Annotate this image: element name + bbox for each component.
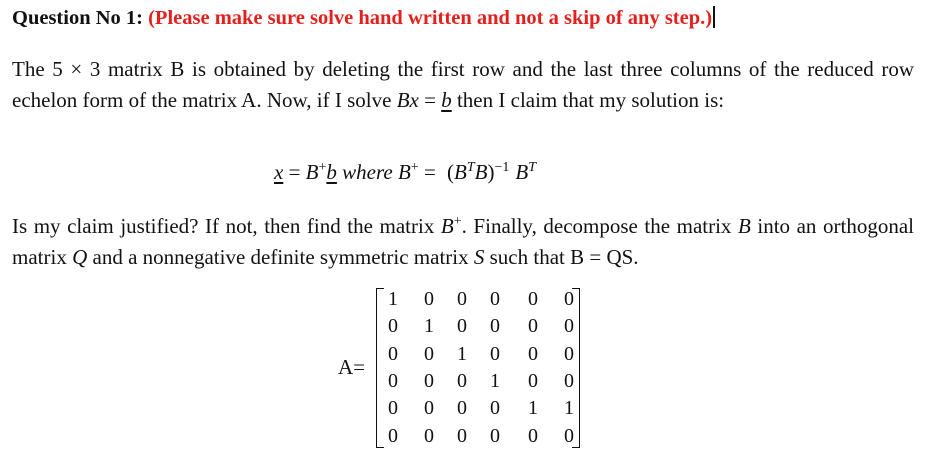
matrix-cell-r1-c4: 0 [490, 288, 500, 310]
question-note: (Please make sure solve hand written and not a skip of any step.) [148, 7, 713, 29]
matrix-cell-r1-c1: 1 [388, 288, 398, 310]
matrix-cell-r1-c3: 0 [457, 288, 467, 310]
paragraph2-s: S [473, 245, 485, 269]
question-label: Question No 1: [12, 7, 149, 29]
matrix-cell-r3-c6: 0 [564, 343, 574, 365]
formula-left-paren: ( [447, 160, 455, 184]
paragraph1-text-2: then I claim that my solution is: [451, 88, 725, 112]
matrix-cell-r5-c3: 0 [457, 397, 467, 419]
formula-b-vector: b [326, 160, 337, 184]
matrix-cell-r6-c3: 0 [457, 425, 467, 447]
matrix-cell-r6-c1: 0 [388, 425, 398, 447]
formula-plus-2: + [410, 160, 419, 175]
matrix-cell-r3-c2: 0 [424, 343, 434, 365]
formula-x: x [274, 160, 284, 184]
matrix-cell-r1-c2: 0 [424, 288, 434, 310]
matrix-cell-r3-c1: 0 [388, 343, 398, 365]
text-cursor [713, 6, 715, 28]
matrix-cell-r6-c2: 0 [424, 425, 434, 447]
matrix-cell-r2-c3: 0 [457, 315, 467, 337]
matrix-cell-r3-c4: 0 [490, 343, 500, 365]
matrix-cell-r6-c4: 0 [490, 425, 500, 447]
matrix-cell-r5-c1: 0 [388, 397, 398, 419]
matrix-cell-r2-c6: 0 [564, 315, 574, 337]
paragraph1-text-1: The 5 × 3 matrix B is obtained by deleting the first row and the last three columns of the reduced row echelon form of the matrix A. Now, if I solve [12, 57, 914, 112]
matrix-cell-r1-c6: 0 [564, 288, 574, 310]
matrix-cell-r5-c2: 0 [424, 397, 434, 419]
formula-inverse: −1 [494, 160, 510, 175]
formula-equals: = [283, 160, 306, 184]
paragraph2-text-3: into an orthogonal matrix [12, 214, 914, 269]
matrix-cell-r4-c5: 0 [528, 370, 538, 392]
paragraph2-text-2: . Finally, decompose the matrix [461, 214, 738, 238]
paragraph2-b: B [440, 214, 454, 238]
matrix-a [376, 286, 580, 450]
matrix-cell-r4-c1: 0 [388, 370, 398, 392]
matrix-cell-r1-c5: 0 [528, 288, 538, 310]
matrix-cell-r3-c3: 1 [457, 343, 467, 365]
formula-transpose-2: T [528, 160, 537, 175]
paragraph2-b-2: B [738, 214, 751, 238]
matrix-cell-r6-c5: 0 [528, 425, 538, 447]
solution-formula [274, 160, 536, 185]
formula-right-paren: ) [487, 160, 495, 184]
question-heading [12, 6, 715, 30]
formula-b-5: B [515, 160, 529, 184]
paragraph1-equals: = [418, 88, 442, 112]
formula-transpose: T [466, 160, 475, 175]
formula-where: where [336, 160, 398, 184]
matrix-cell-r5-c6: 1 [564, 397, 574, 419]
problem-paragraph-1 [12, 54, 914, 116]
formula-equals-2: = [418, 160, 442, 184]
paragraph2-text-4: and a nonnegative definite symmetric matrix [87, 245, 474, 269]
paragraph2-q: Q [72, 245, 88, 269]
formula-b-3: B [454, 160, 467, 184]
matrix-cell-r4-c6: 0 [564, 370, 574, 392]
matrix-cell-r2-c1: 0 [388, 315, 398, 337]
matrix-cell-r2-c4: 0 [490, 315, 500, 337]
paragraph1-bx: Bx [396, 88, 419, 112]
formula-b-4: B [474, 160, 488, 184]
matrix-cell-r2-c5: 0 [528, 315, 538, 337]
paragraph1-b-vector: b [441, 88, 452, 112]
paragraph2-text-1: Is my claim justified? If not, then find the matrix [12, 214, 441, 238]
formula-b: B [305, 160, 319, 184]
matrix-cell-r4-c3: 0 [457, 370, 467, 392]
matrix-cell-r5-c5: 1 [528, 397, 538, 419]
paragraph2-plus: + [453, 214, 462, 229]
matrix-cell-r2-c2: 1 [424, 315, 434, 337]
matrix-cell-r4-c2: 0 [424, 370, 434, 392]
matrix-cell-r5-c4: 0 [490, 397, 500, 419]
paragraph2-text-5: such that B = QS. [484, 245, 639, 269]
matrix-label: A= [338, 355, 366, 379]
matrix-cell-r4-c4: 1 [490, 370, 500, 392]
formula-plus: + [318, 160, 327, 175]
matrix-cell-r3-c5: 0 [528, 343, 538, 365]
formula-b-2: B [397, 160, 411, 184]
problem-paragraph-2 [12, 211, 914, 273]
matrix-cell-r6-c6: 0 [564, 425, 574, 447]
